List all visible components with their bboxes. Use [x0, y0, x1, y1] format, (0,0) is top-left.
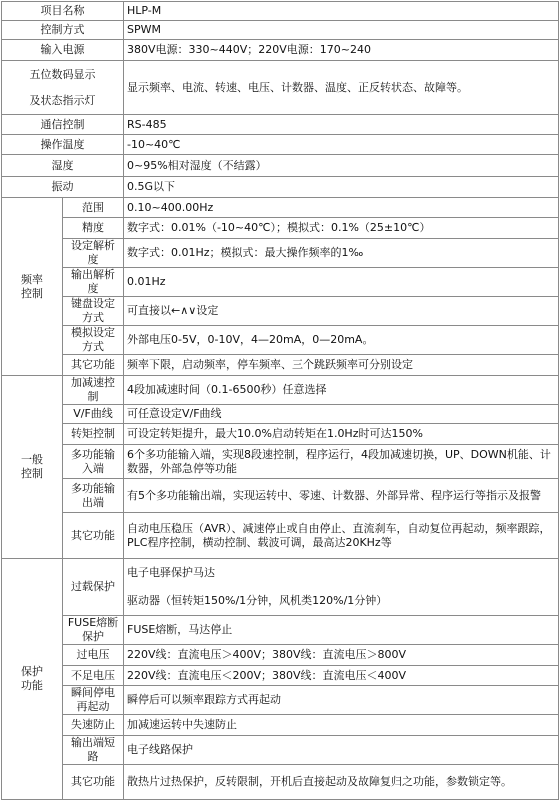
row-value: 加减速运转中失速防止 [124, 715, 559, 736]
table-row [2, 645, 559, 666]
table-row [2, 736, 559, 765]
row-value: 0~95%相对湿度（不结露） [124, 155, 559, 177]
table-row [2, 115, 559, 135]
table-row [2, 479, 559, 513]
row-value: 4段加减速时间（0.1-6500秒）任意选择 [124, 376, 559, 405]
row-label: 项目名称 [2, 2, 124, 21]
row-value-line: 驱动器（恒转矩150%/1分钟，风机类120%/1分钟） [127, 594, 388, 607]
row-value: 380V电源：330~440V；220V电源：170~240 [124, 40, 559, 61]
row-label: 失速防止 [63, 715, 124, 736]
row-value: 自动电压稳压（AVR）、减速停止或自由停止、直流刹车，自动复位再起动，频率跟踪，PLC程序控制，横动控制、载波可调，最高达20KHz等 [124, 513, 559, 559]
group-label-protect: 保护 功能 [2, 559, 63, 800]
row-label: V/F曲线 [63, 405, 124, 424]
table-row [2, 61, 559, 115]
row-value: 可设定转矩提升，最大10.0%启动转矩在1.0Hz时可达150% [124, 424, 559, 445]
table-row [2, 559, 559, 616]
row-value: 数字式：0.01Hz；模拟式：最大操作频率的1‰ [124, 239, 559, 268]
row-label: 精度 [63, 218, 124, 239]
row-label: 输出端短路 [63, 736, 124, 765]
table-row [2, 376, 559, 405]
row-label: 通信控制 [2, 115, 124, 135]
row-label: 模拟设定方式 [63, 326, 124, 355]
row-value: 瞬停后可以频率跟踪方式再起动 [124, 686, 559, 715]
table-row [2, 616, 559, 645]
table-row [2, 297, 559, 326]
row-label: 控制方式 [2, 21, 124, 40]
table-row [2, 2, 559, 21]
table-row [2, 198, 559, 218]
spec-table [1, 1, 559, 800]
row-label: 转矩控制 [63, 424, 124, 445]
row-value: 电子线路保护 [124, 736, 559, 765]
row-value: 散热片过热保护，反转限制，开机后直接起动及故障复归之功能，参数锁定等。 [124, 765, 559, 800]
row-label: 湿度 [2, 155, 124, 177]
row-value [124, 559, 559, 616]
table-row [2, 405, 559, 424]
row-label: 其它功能 [63, 765, 124, 800]
row-value: 0.5G以下 [124, 177, 559, 198]
row-label: 多功能输出端 [63, 479, 124, 513]
table-row [2, 424, 559, 445]
row-value: 可任意设定V/F曲线 [124, 405, 559, 424]
table-row [2, 135, 559, 155]
table-row [2, 355, 559, 376]
row-value: 数字式：0.01%（-10~40℃）；模拟式：0.1%（25±10℃） [124, 218, 559, 239]
row-value: 220V线：直流电压＞400V；380V线：直流电压＞800V [124, 645, 559, 666]
row-value: 220V线：直流电压＜200V；380V线：直流电压＜400V [124, 666, 559, 686]
row-label: 不足电压 [63, 666, 124, 686]
row-value: -10~40℃ [124, 135, 559, 155]
row-value: FUSE熔断，马达停止 [124, 616, 559, 645]
row-value: 6个多功能输入端，实现8段速控制，程序运行，4段加减速切换，UP、DOWN机能、计数器，外部急停等功能 [124, 445, 559, 479]
row-label: 设定解析度 [63, 239, 124, 268]
row-label-line: 五位数码显示 [29, 67, 96, 81]
table-row [2, 155, 559, 177]
row-value: 有5个多功能输出端，实现运转中、零速、计数器、外部异常、程序运行等指示及报警 [124, 479, 559, 513]
row-label: 范围 [63, 198, 124, 218]
table-row [2, 268, 559, 297]
table-row [2, 765, 559, 800]
row-label [2, 61, 124, 115]
row-value: 0.10~400.00Hz [124, 198, 559, 218]
table-row [2, 40, 559, 61]
row-value: 显示频率、电流、转速、电压、计数器、温度、正反转状态、故障等。 [124, 61, 559, 115]
table-row [2, 686, 559, 715]
row-value: 频率下限，启动频率，停车频率、三个跳跃频率可分别设定 [124, 355, 559, 376]
group-label-general: 一般 控制 [2, 376, 63, 559]
row-label: 输出解析度 [63, 268, 124, 297]
row-label: FUSE熔断保护 [63, 616, 124, 645]
table-row [2, 666, 559, 686]
table-row [2, 326, 559, 355]
row-value-line: 电子电驿保护马达 [127, 566, 215, 579]
table-row [2, 715, 559, 736]
row-label: 输入电源 [2, 40, 124, 61]
row-label: 多功能输入端 [63, 445, 124, 479]
row-label: 过载保护 [63, 559, 124, 616]
table-row [2, 218, 559, 239]
row-value: SPWM [124, 21, 559, 40]
table-row [2, 177, 559, 198]
row-label: 操作温度 [2, 135, 124, 155]
row-label: 其它功能 [63, 513, 124, 559]
row-value: HLP-M [124, 2, 559, 21]
table-row [2, 513, 559, 559]
table-row [2, 21, 559, 40]
row-label: 加减速控制 [63, 376, 124, 405]
row-label: 振动 [2, 177, 124, 198]
row-label: 键盘设定方式 [63, 297, 124, 326]
row-value: RS-485 [124, 115, 559, 135]
table-row [2, 239, 559, 268]
row-value: 可直接以←∧∨设定 [124, 297, 559, 326]
row-label-line: 及状态指示灯 [29, 93, 96, 107]
row-label: 过电压 [63, 645, 124, 666]
row-value: 0.01Hz [124, 268, 559, 297]
table-row [2, 445, 559, 479]
row-value: 外部电压0-5V，0-10V，4—20mA，0—20mA。 [124, 326, 559, 355]
row-label: 其它功能 [63, 355, 124, 376]
row-label: 瞬间停电再起动 [63, 686, 124, 715]
group-label-freq: 频率 控制 [2, 198, 63, 376]
